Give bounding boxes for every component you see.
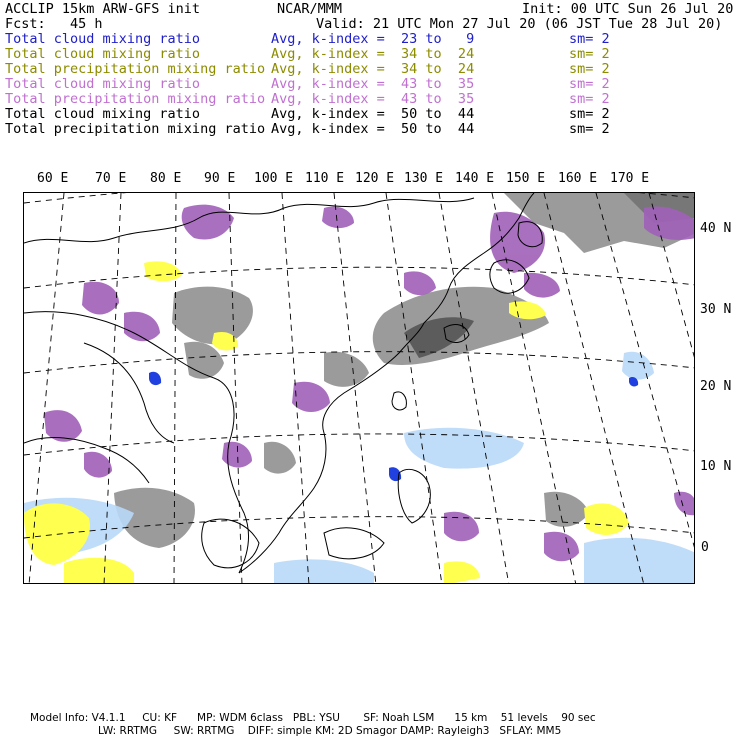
legend-row — [5, 47, 735, 62]
legend-field-name: Total precipitation mixing ratio — [5, 121, 266, 137]
longitude-label: 90 E — [204, 171, 236, 186]
model-title: ACCLIP 15km ARW-GFS init — [5, 1, 201, 17]
legend-k-index: Avg, k-index = 50 to 44 — [271, 121, 475, 137]
legend-k-index: Avg, k-index = 23 to 9 — [271, 31, 475, 47]
legend-smoothing: sm= 2 — [569, 106, 610, 122]
longitude-label: 100 E — [254, 171, 294, 186]
gray-cloud-field — [114, 193, 695, 548]
legend-smoothing: sm= 2 — [569, 46, 610, 62]
legend-field-name: Total cloud mixing ratio — [5, 76, 201, 92]
legend-row — [5, 62, 735, 77]
longitude-label: 150 E — [506, 171, 546, 186]
light-blue-cloud-field — [24, 352, 695, 584]
longitude-label: 130 E — [404, 171, 444, 186]
legend-row — [5, 122, 735, 137]
legend-row — [5, 107, 735, 122]
longitude-label: 170 E — [610, 171, 650, 186]
valid-time: Valid: 21 UTC Mon 27 Jul 20 (06 JST Tue 28 Jul 20) — [316, 16, 723, 32]
longitude-label: 80 E — [150, 171, 182, 186]
init-time: Init: 00 UTC Sun 26 Jul 20 — [522, 1, 734, 17]
latitude-label: 20 N — [700, 379, 732, 394]
legend-k-index: Avg, k-index = 50 to 44 — [271, 106, 475, 122]
legend-smoothing: sm= 2 — [569, 61, 610, 77]
legend-smoothing: sm= 2 — [569, 76, 610, 92]
latitude-label: 40 N — [700, 221, 732, 236]
model-info-line2: LW: RRTMG SW: RRTMG DIFF: simple KM: 2D Smagor DAMP: Rayleigh3 SFLAY: MM5 — [98, 725, 562, 737]
legend-k-index: Avg, k-index = 34 to 24 — [271, 46, 475, 62]
longitude-label: 70 E — [95, 171, 127, 186]
legend-k-index: Avg, k-index = 43 to 35 — [271, 76, 475, 92]
latitude-label: 10 N — [700, 459, 732, 474]
legend-field-name: Total precipitation mixing ratio — [5, 61, 266, 77]
legend-field-name: Total cloud mixing ratio — [5, 106, 201, 122]
legend-k-index: Avg, k-index = 34 to 24 — [271, 61, 475, 77]
legend-row — [5, 77, 735, 92]
model-info-line1: Model Info: V4.1.1 CU: KF MP: WDM 6class PBL: YSU SF: Noah LSM 15 km 51 levels 90 sec — [30, 712, 596, 724]
legend-row — [5, 92, 735, 107]
longitude-label: 110 E — [305, 171, 345, 186]
forecast-hour: Fcst: 45 h — [5, 16, 103, 32]
longitude-label: 60 E — [37, 171, 69, 186]
forecast-map — [23, 192, 695, 584]
legend-smoothing: sm= 2 — [569, 121, 610, 137]
longitude-label: 120 E — [355, 171, 395, 186]
organization-label: NCAR/MMM — [277, 1, 343, 17]
legend-field-name: Total cloud mixing ratio — [5, 31, 201, 47]
blue-cloud-field — [149, 372, 638, 481]
map-canvas — [24, 193, 695, 584]
legend-row — [5, 32, 735, 47]
legend-field-name: Total precipitation mixing ratio — [5, 91, 266, 107]
latitude-label: 30 N — [700, 302, 732, 317]
longitude-label: 140 E — [455, 171, 495, 186]
longitude-label: 160 E — [558, 171, 598, 186]
legend-field-name: Total cloud mixing ratio — [5, 46, 201, 62]
legend-smoothing: sm= 2 — [569, 91, 610, 107]
legend-k-index: Avg, k-index = 43 to 35 — [271, 91, 475, 107]
legend-smoothing: sm= 2 — [569, 31, 610, 47]
latitude-label: 0 — [701, 540, 709, 555]
